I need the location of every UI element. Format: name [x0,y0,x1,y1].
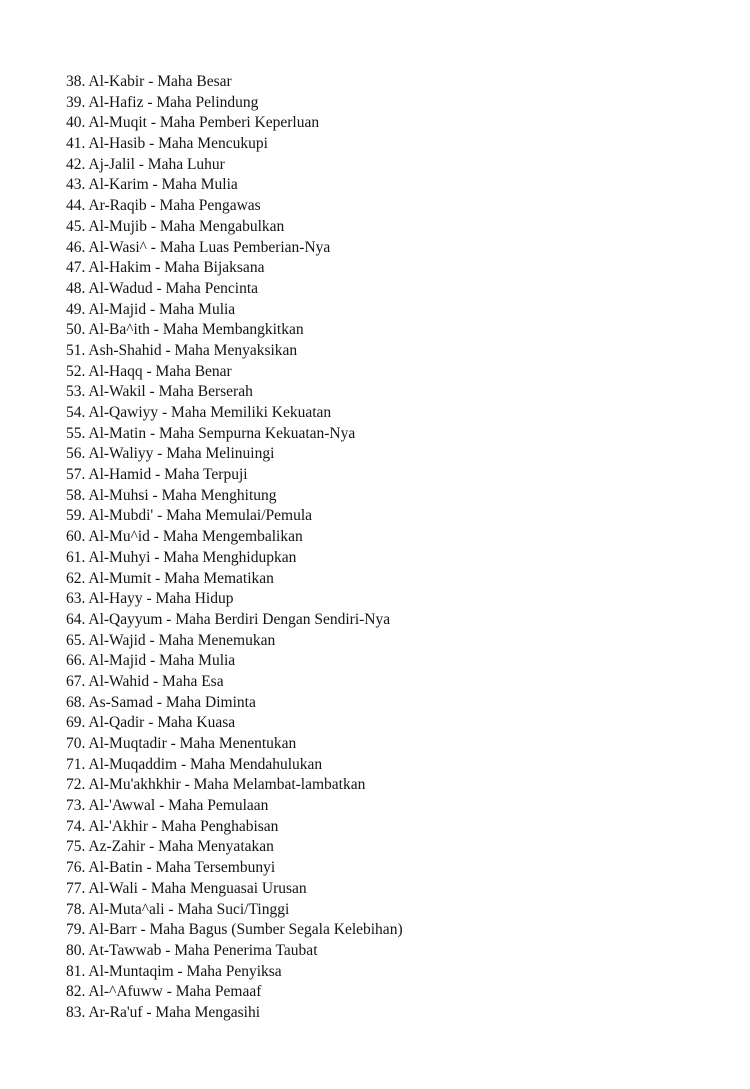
list-item: 65. Al-Wajid - Maha Menemukan [66,631,276,649]
list-item: 63. Al-Hayy - Maha Hidup [66,590,234,608]
list-item: 45. Al-Mujib - Maha Mengabulkan [66,217,285,235]
list-item: 62. Al-Mumit - Maha Mematikan [66,569,274,587]
list-item: 38. Al-Kabir - Maha Besar [66,73,232,90]
list-item: 60. Al-Mu^id - Maha Mengembalikan [66,528,303,546]
list-item: 59. Al-Mubdi' - Maha Memulai/Pemula [66,507,313,525]
list-item: 42. Aj-Jalil - Maha Luhur [66,155,225,173]
list-item: 49. Al-Majid - Maha Mulia [66,300,236,318]
list-item: 56. Al-Waliyy - Maha Melinuingi [66,445,275,463]
list-item: 66. Al-Majid - Maha Mulia [66,652,236,670]
list-item: 43. Al-Karim - Maha Mulia [66,176,238,194]
list-item: 47. Al-Hakim - Maha Bijaksana [66,259,265,277]
list-item: 68. As-Samad - Maha Diminta [66,693,256,711]
list-item: 52. Al-Haqq - Maha Benar [66,362,232,380]
list-item: 53. Al-Wakil - Maha Berserah [66,383,253,401]
list-item: 78. Al-Muta^ali - Maha Suci/Tinggi [66,900,290,918]
list-item: 72. Al-Mu'akhkhir - Maha Melambat-lambatkan [66,776,366,794]
list-item: 39. Al-Hafiz - Maha Pelindung [66,93,259,111]
list-item: 61. Al-Muhyi - Maha Menghidupkan [66,548,297,566]
list-item: 46. Al-Wasi^ - Maha Luas Pemberian-Nya [66,238,331,256]
list-item: 64. Al-Qayyum - Maha Berdiri Dengan Sendiri-Nya [66,610,391,628]
list-item: 70. Al-Muqtadir - Maha Menentukan [66,735,297,752]
list-item: 83. Ar-Ra'uf - Maha Mengasihi [66,1003,261,1021]
list-item: 81. Al-Muntaqim - Maha Penyiksa [66,962,282,980]
list-item: 73. Al-'Awwal - Maha Pemulaan [66,797,269,815]
list-item: 55. Al-Matin - Maha Sempurna Kekuatan-Nya [66,424,356,442]
list-item: 82. Al-^Afuww - Maha Pemaaf [66,983,262,1001]
names-list [66,72,403,1024]
list-item: 69. Al-Qadir - Maha Kuasa [66,714,236,732]
list-item: 75. Az-Zahir - Maha Menyatakan [66,838,274,856]
list-item: 50. Al-Ba^ith - Maha Membangkitkan [66,321,304,339]
list-item: 41. Al-Hasib - Maha Mencukupi [66,135,268,153]
list-item: 74. Al-'Akhir - Maha Penghabisan [66,817,279,835]
list-item: 54. Al-Qawiyy - Maha Memiliki Kekuatan [66,404,332,421]
list-item: 40. Al-Muqit - Maha Pemberi Keperluan [66,114,320,132]
list-item: 71. Al-Muqaddim - Maha Mendahulukan [66,755,323,773]
list-item: 77. Al-Wali - Maha Menguasai Urusan [66,879,307,897]
list-item: 67. Al-Wahid - Maha Esa [66,672,224,690]
list-item: 76. Al-Batin - Maha Tersembunyi [66,859,276,877]
list-item: 79. Al-Barr - Maha Bagus (Sumber Segala Kelebihan) [66,921,403,939]
list-item: 80. At-Tawwab - Maha Penerima Taubat [66,941,318,959]
list-item: 48. Al-Wadud - Maha Pencinta [66,279,259,297]
list-item: 44. Ar-Raqib - Maha Pengawas [66,197,261,215]
list-item: 57. Al-Hamid - Maha Terpuji [66,466,248,484]
list-item: 58. Al-Muhsi - Maha Menghitung [66,486,277,504]
list-item: 51. Ash-Shahid - Maha Menyaksikan [66,341,298,359]
